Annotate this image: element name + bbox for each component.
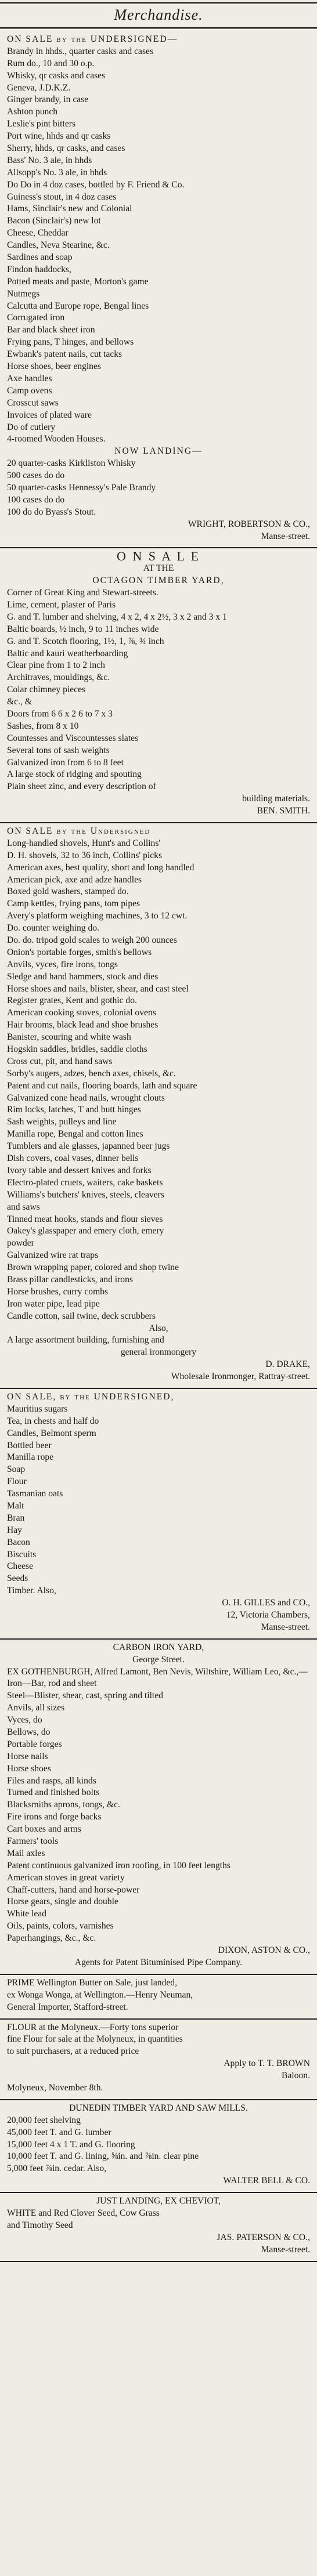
- ad-line: Calcutta and Europe rope, Bengal lines: [7, 301, 149, 311]
- ad-line: Mauritius sugars: [7, 1403, 68, 1414]
- ad-line: General Importer, Stafford-street.: [7, 2002, 128, 2012]
- ad-line: Do Do in 4 doz cases, bottled by F. Friend & Co.: [7, 179, 185, 190]
- advertisement-waugh: [0, 1975, 317, 2020]
- ad-line: Cross cut, pit, and hand saws: [7, 1056, 113, 1066]
- ad-line: Ginger brandy, in case: [7, 95, 89, 105]
- ad-line: 5,000 feet ⅞in. cedar. Also,: [7, 2163, 107, 2174]
- ad-line: Bass' No. 3 ale, in hhds: [7, 155, 92, 165]
- ad-line: Manse-street.: [261, 1622, 310, 1632]
- ad-line: DUNEDIN TIMBER YARD AND SAW MILLS.: [69, 2103, 248, 2113]
- ad-line: Register grates, Kent and gothic do.: [7, 996, 137, 1006]
- ad-line: Allsopp's No. 3 ale, in hhds: [7, 167, 107, 178]
- ad-line: Electro-plated cruets, waiters, cake baskets: [7, 1177, 163, 1188]
- ad-line: Also,: [149, 1323, 168, 1333]
- ad-line: Files and rasps, all kinds: [7, 1775, 96, 1786]
- ad-line: Sash weights, pulleys and line: [7, 1117, 117, 1127]
- ad-line: Steel—Blister, shear, cast, spring and tilted: [7, 1691, 163, 1701]
- ad-line: Flour: [7, 1477, 27, 1487]
- ad-line: Brandy in hhds., quarter casks and cases: [7, 46, 154, 56]
- ad-line: Galvanized cone head nails, wrought clouts: [7, 1092, 165, 1103]
- ad-line: JUST LANDING, EX CHEVIOT,: [96, 2196, 221, 2206]
- ad-line: Manse-street.: [261, 2244, 310, 2255]
- ad-line: Biscuits: [7, 1549, 37, 1560]
- ad-line: Williams's butchers' knives, steels, cleavers: [7, 1189, 164, 1200]
- ad-line: Apply to T. T. BROWN: [224, 2058, 310, 2069]
- ad-line: Horse nails: [7, 1751, 48, 1761]
- ad-line: Bottled beer: [7, 1440, 52, 1450]
- ad-line: Banister, scouring and white wash: [7, 1032, 131, 1043]
- ad-line: Sardines and soap: [7, 252, 73, 263]
- ad-line: Baltic and kauri weatherboarding: [7, 648, 128, 659]
- ad-line: O N S A L E: [116, 551, 201, 563]
- ad-line: Avery's platform weighing machines, 3 to 12 cwt.: [7, 911, 188, 921]
- ad-line: BEN. SMITH.: [257, 806, 310, 816]
- ad-line: DIXON, ASTON & CO.,: [218, 1945, 310, 1956]
- ad-line: Hams, Sinclair's new and Colonial: [7, 204, 132, 214]
- advertisement-dixon: [0, 1640, 317, 1975]
- ad-line: Wholesale Ironmonger, Rattray-street.: [171, 1372, 310, 1382]
- ad-line: Fire irons and forge backs: [7, 1812, 102, 1822]
- ad-line: EX GOTHENBURGH, Alfred Lamont, Ben Nevis, Wiltshire, William Leo, &c.,—: [7, 1666, 308, 1677]
- ad-line: Horse gears, single and double: [7, 1897, 118, 1907]
- ad-line: ON SALE by the UNDERSIGNED—: [7, 34, 178, 44]
- ad-line: Doors from 6 6 x 2 6 to 7 x 3: [7, 708, 113, 719]
- ad-line: Seeds: [7, 1573, 28, 1584]
- ad-line: Oakey's glasspaper and emery cloth, emery: [7, 1226, 164, 1236]
- ad-line: Frying pans, T hinges, and bellows: [7, 337, 134, 348]
- ad-line: American cooking stoves, colonial ovens: [7, 1008, 156, 1018]
- ad-line: Cheese: [7, 1561, 34, 1572]
- ad-line: Oils, paints, colors, varnishes: [7, 1921, 114, 1931]
- ad-line: Lime, cement, plaster of Paris: [7, 599, 116, 610]
- ad-line: Bar and black sheet iron: [7, 325, 95, 335]
- ad-line: Long-handled shovels, Hunt's and Collins': [7, 838, 161, 848]
- ad-line: to suit purchasers, at a reduced price: [7, 2046, 139, 2057]
- ad-line: Do. do. tripod gold scales to weigh 200 ounces: [7, 935, 177, 946]
- ad-line: Do of cutlery: [7, 422, 56, 432]
- ad-line: Galvanized iron from 6 to 8 feet: [7, 757, 124, 768]
- ad-line: Horse shoes: [7, 1763, 51, 1774]
- ad-line: Architraves, mouldings, &c.: [7, 672, 110, 683]
- ad-line: ex Wonga Wonga, at Wellington.—Henry Neuman,: [7, 1989, 193, 2000]
- ad-line: Galvanized wire rat traps: [7, 1250, 99, 1261]
- ad-line: Horse shoes and nails, blister, shear, and cast steel: [7, 983, 189, 994]
- advertisement-gilles: [0, 1389, 317, 1640]
- ad-line: 4-roomed Wooden Houses.: [7, 434, 106, 444]
- advertisement-paterson: [0, 2193, 317, 2262]
- ad-line: and Timothy Seed: [7, 2220, 73, 2230]
- ad-line: Countesses and Viscountesses slates: [7, 733, 139, 743]
- ad-line: D. DRAKE,: [265, 1359, 310, 1370]
- ad-line: D. H. shovels, 32 to 36 inch, Collins' picks: [7, 850, 163, 860]
- ad-line: American axes, best quality, short and long handled: [7, 862, 194, 873]
- ad-line: Boxed gold washers, stamped do.: [7, 887, 129, 897]
- ad-line: Candles, Belmont sperm: [7, 1428, 96, 1438]
- ad-line: Portable forges: [7, 1739, 62, 1749]
- ad-line: O. H. GILLES and CO.,: [222, 1598, 310, 1608]
- ad-line: Leslie's pint bitters: [7, 119, 76, 129]
- ad-line: Sherry, hhds, qr casks, and cases: [7, 143, 125, 154]
- ad-line: Rum do., 10 and 30 o.p.: [7, 58, 95, 68]
- ad-line: 20,000 feet shelving: [7, 2115, 81, 2125]
- ad-line: Bellows, do: [7, 1727, 51, 1738]
- section-heading: Merchandise.: [0, 2, 317, 29]
- ad-line: WALTER BELL & CO.: [223, 2176, 310, 2186]
- advertisement-octagon: [0, 548, 317, 823]
- ad-line: OCTAGON TIMBER YARD,: [92, 576, 225, 586]
- ad-line: Sorby's augers, adzes, bench axes, chisels, &c.: [7, 1068, 176, 1079]
- ad-line: Whisky, qr casks and cases: [7, 70, 106, 81]
- ad-line: Cart boxes and arms: [7, 1824, 81, 1835]
- ad-line: G. and T. lumber and shelving, 4 x 2, 4 x 2½, 3 x 2 and 3 x 1: [7, 612, 227, 622]
- ad-line: Crosscut saws: [7, 397, 59, 408]
- ad-line: Geneva, J.D.K.Z.: [7, 82, 71, 93]
- ad-line: Potted meats and paste, Morton's game: [7, 276, 149, 287]
- advertisement-list: [0, 31, 317, 2262]
- ad-line: A large assortment building, furnishing and: [7, 1335, 164, 1345]
- ad-line: JAS. PATERSON & CO.,: [217, 2232, 310, 2242]
- ad-line: George Street.: [132, 1654, 185, 1665]
- ad-line: G. and T. Scotch flooring, 1½, 1, ⅞, ¾ inch: [7, 636, 164, 646]
- ad-line: NOW LANDING—: [114, 446, 203, 457]
- ad-line: Horse brushes, curry combs: [7, 1286, 109, 1297]
- ad-line: Manse-street.: [261, 531, 310, 541]
- ad-line: and saws: [7, 1202, 40, 1212]
- ad-line: fine Flour for sale at the Molyneux, in quantities: [7, 2034, 183, 2045]
- ad-line: WHITE and Red Clover Seed, Cow Grass: [7, 2208, 160, 2218]
- ad-line: Vyces, do: [7, 1715, 42, 1725]
- ad-line: Chaff-cutters, hand and horse-power: [7, 1884, 140, 1895]
- ad-line: Paperhangings, &c., &c.: [7, 1933, 96, 1944]
- ad-line: Anvils, all sizes: [7, 1703, 65, 1713]
- ad-line: Tinned meat hooks, stands and flour sieves: [7, 1214, 163, 1224]
- ad-line: 10,000 feet T. and G. lining, ⅝in. and ⅞in. clear pine: [7, 2151, 199, 2162]
- advertisement-brown: [0, 2020, 317, 2100]
- ad-line: 12, Victoria Chambers,: [226, 1610, 310, 1620]
- ad-line: general ironmongery: [120, 1347, 197, 1358]
- ad-line: Ashton punch: [7, 107, 58, 117]
- ad-line: Tea, in chests and half do: [7, 1416, 99, 1426]
- ad-line: Port wine, hhds and qr casks: [7, 131, 111, 142]
- ad-line: 15,000 feet 4 x 1 T. and G. flooring: [7, 2139, 135, 2150]
- ad-line: Plain sheet zinc, and every description of: [7, 782, 156, 792]
- advertisement-bell: [0, 2100, 317, 2193]
- ad-line: Dish covers, coal vases, dinner bells: [7, 1153, 139, 1164]
- ad-line: Onion's portable forges, smith's bellows: [7, 947, 152, 957]
- ad-line: Sledge and hand hammers, stock and dies: [7, 971, 158, 982]
- ad-line: Hair brooms, black lead and shoe brushes: [7, 1020, 158, 1030]
- ad-line: 100 cases do do: [7, 494, 65, 505]
- ad-line: Bacon: [7, 1537, 30, 1547]
- ad-line: White lead: [7, 1909, 46, 1919]
- ad-line: Candles, Neva Stearine, &c.: [7, 240, 110, 251]
- ad-line: Manilla rope, Bengal and cotton lines: [7, 1129, 143, 1139]
- ad-line: Iron—Bar, rod and sheet: [7, 1678, 97, 1689]
- ad-line: Findon haddocks,: [7, 264, 71, 274]
- ad-line: Camp ovens: [7, 385, 52, 396]
- ad-line: Hogskin saddles, bridles, saddle cloths: [7, 1044, 147, 1055]
- ad-line: Cheese, Cheddar: [7, 228, 69, 238]
- ad-line: 500 cases do do: [7, 471, 65, 481]
- ad-line: Clear pine from 1 to 2 inch: [7, 660, 105, 671]
- ad-line: Malt: [7, 1500, 24, 1511]
- ad-line: Patent continuous galvanized iron roofing, in 100 feet lengths: [7, 1860, 230, 1871]
- ad-line: Patent and cut nails, flooring boards, lath and square: [7, 1080, 197, 1091]
- ad-line: Agents for Patent Bituminised Pipe Company.: [74, 1957, 243, 1967]
- ad-line: Corner of Great King and Stewart-streets.: [7, 588, 158, 598]
- ad-line: Blacksmiths aprons, tongs, &c.: [7, 1800, 120, 1810]
- ad-line: Bacon (Sinclair's) new lot: [7, 216, 101, 226]
- ad-line: Brass pillar candlesticks, and irons: [7, 1274, 133, 1285]
- ad-line: WRIGHT, ROBERTSON & CO.,: [188, 519, 310, 529]
- ad-line: Soap: [7, 1464, 26, 1475]
- ad-line: Ivory table and dessert knives and forks: [7, 1165, 152, 1175]
- ad-line: powder: [7, 1238, 34, 1249]
- ad-line: 100 do do Byass's Stout.: [7, 506, 96, 517]
- ad-line: Hay: [7, 1525, 22, 1535]
- ad-line: A large stock of ridging and spouting: [7, 769, 142, 780]
- ad-line: Timber. Also,: [7, 1586, 56, 1596]
- ad-line: Baloon.: [282, 2071, 310, 2081]
- ad-line: Manilla rope: [7, 1452, 54, 1463]
- ad-line: AT THE: [143, 563, 174, 574]
- ad-line: Tasmanian oats: [7, 1489, 63, 1499]
- ad-line: Horse shoes, beer engines: [7, 361, 101, 372]
- advertisement-underwood: [0, 31, 317, 548]
- ad-line: ON SALE by the Undersigned: [7, 826, 151, 836]
- ad-line: Anvils, vyces, fire irons, tongs: [7, 959, 118, 969]
- ad-line: American pick, axe and adze handles: [7, 874, 142, 885]
- ad-line: building materials.: [242, 794, 310, 804]
- ad-line: Colar chimney pieces: [7, 685, 86, 695]
- advertisement-drake: [0, 823, 317, 1389]
- ad-line: Iron water pipe, lead pipe: [7, 1298, 100, 1309]
- ad-line: ON SALE, by the UNDERSIGNED,: [7, 1391, 175, 1402]
- ad-line: Bran: [7, 1513, 25, 1523]
- ad-line: Camp kettles, frying pans, tom pipes: [7, 899, 141, 909]
- ad-line: Nutmegs: [7, 288, 40, 299]
- ad-line: Farmers' tools: [7, 1836, 59, 1847]
- ad-line: 20 quarter-casks Kirkliston Whisky: [7, 458, 136, 469]
- ad-line: Candle cotton, sail twine, deck scrubbers: [7, 1311, 156, 1321]
- ad-line: Ewbank's patent nails, cut tacks: [7, 349, 123, 360]
- ad-line: Turned and finished bolts: [7, 1788, 100, 1798]
- ad-line: Mail axles: [7, 1848, 45, 1858]
- ad-line: &c., &: [7, 697, 32, 707]
- ad-line: Baltic boards, ½ inch, 9 to 11 inches wide: [7, 624, 159, 634]
- ad-line: 45,000 feet T. and G. lumber: [7, 2127, 111, 2137]
- ad-line: Tumblers and ale glasses, japanned beer jugs: [7, 1141, 170, 1152]
- ad-line: CARBON IRON YARD,: [113, 1642, 204, 1652]
- ad-line: Axe handles: [7, 373, 52, 383]
- ad-line: 50 quarter-casks Hennessy's Pale Brandy: [7, 482, 156, 493]
- ad-line: Guiness's stout, in 4 doz cases: [7, 191, 117, 202]
- ad-line: FLOUR at the Molyneux.—Forty tons superior: [7, 2022, 179, 2032]
- ad-line: Corrugated iron: [7, 313, 65, 323]
- ad-line: Rim locks, latches, T and butt hinges: [7, 1105, 141, 1115]
- ad-line: Brown wrapping paper, colored and shop twine: [7, 1262, 179, 1273]
- ad-line: Sashes, from 8 x 10: [7, 721, 79, 731]
- ad-line: PRIME Wellington Butter on Sale, just landed,: [7, 1977, 177, 1988]
- ad-line: Do. counter weighing do.: [7, 923, 99, 934]
- ad-line: Invoices of plated ware: [7, 410, 92, 420]
- ad-line: American stoves in great variety: [7, 1872, 125, 1883]
- ad-line: Several tons of sash weights: [7, 745, 110, 755]
- ad-line: Molyneux, November 8th.: [7, 2082, 103, 2093]
